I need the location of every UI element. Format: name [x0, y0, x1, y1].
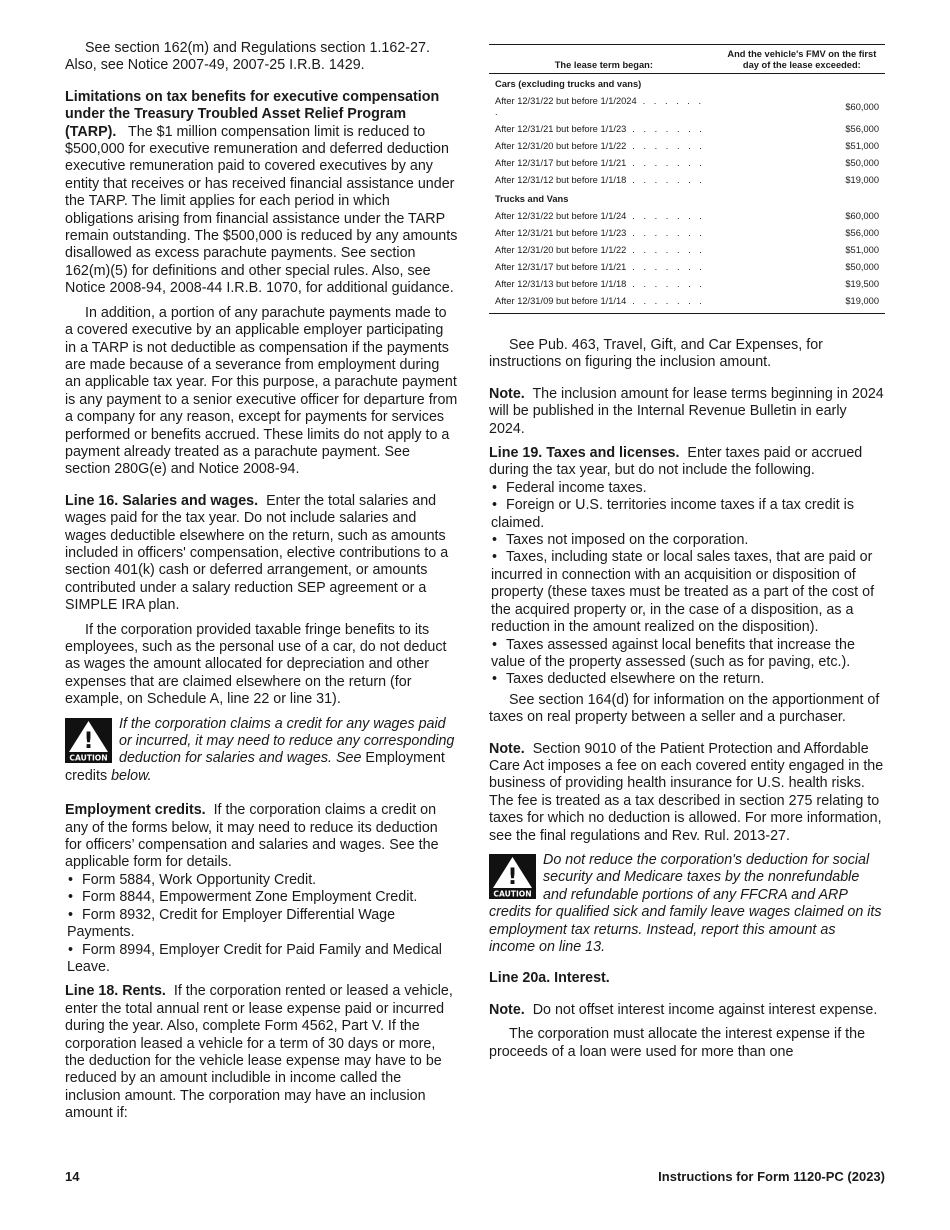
- paragraph-pub463: See Pub. 463, Travel, Gift, and Car Expenses, for instructions on figuring the inclusion amount.: [489, 337, 823, 371]
- line20a-heading-para: [489, 970, 885, 987]
- paragraph-164d: See section 164(d) for information on the apportionment of taxes on real property between a seller and a purchaser.: [489, 691, 880, 726]
- line20a-heading: Line 20a. Interest.: [489, 970, 610, 987]
- list-item: • Form 5884, Work Opportunity Credit.: [65, 872, 458, 889]
- note-inclusion-amount: [489, 386, 885, 438]
- fmv-amount: $51,000: [845, 141, 879, 151]
- table-row: [489, 276, 885, 293]
- caution-icon-mark: !: [83, 728, 94, 754]
- lease-term-header: The lease term began:: [554, 60, 653, 70]
- leader-dots: . . . . . . .: [632, 141, 705, 151]
- note-interest-body: Do not offset interest income against interest expense.: [532, 1001, 878, 1018]
- note-interest-offset: [489, 1002, 885, 1019]
- list-item: • Form 8994, Employer Credit for Paid Family and Medical Leave.: [65, 942, 458, 977]
- lease-term: After 12/31/17 but before 1/1/21: [495, 262, 627, 272]
- fmv-amount: $56,000: [845, 228, 879, 238]
- fmv-amount: $19,500: [845, 279, 879, 289]
- lease-term: After 12/31/13 but before 1/1/18: [495, 279, 627, 289]
- fmv-amount: $60,000: [845, 101, 879, 112]
- paragraph-allocate-interest: The corporation must allocate the interest expense if the proceeds of a loan were used for more than one: [489, 1026, 866, 1060]
- cars-section-label: Cars (excluding trucks and vans): [495, 79, 642, 89]
- caution-icon: [489, 854, 536, 899]
- line16-section: [65, 493, 458, 615]
- list-item: • Form 8844, Empowerment Zone Employment Credit.: [65, 889, 458, 906]
- left-column: [65, 40, 458, 1130]
- line19-body: Enter taxes paid or accrued during the tax year, but do not include the following.: [489, 445, 863, 479]
- table-row: [489, 208, 885, 225]
- fmv-amount: $56,000: [845, 124, 879, 134]
- caution-see: See: [335, 750, 362, 767]
- table-row: [489, 242, 885, 259]
- leader-dots: . . . . . . .: [495, 96, 705, 117]
- lease-term: After 12/31/21 but before 1/1/23: [495, 124, 627, 134]
- caution-note-wages: [65, 716, 458, 786]
- table-row: [489, 138, 885, 155]
- lease-table-container: [489, 44, 885, 314]
- note-aca-body: Section 9010 of the Patient Protection and Affordable Care Act imposes a fee on each covered entity engaged in the business of providing health insurance for U.S. health risks. The fee is treated as a tax described in section 275 relating to taxes for which no deduction is allowed. For more information, see the final regulations and Rev. Rul. 2013-27.: [489, 740, 884, 844]
- fmv-header: And the vehicle's FMV on the first day of the lease exceeded:: [727, 49, 877, 70]
- tarp-heading: Limitations on tax benefits for executive compensation under the Treasury Troubled Asset Relief Program (TARP).: [65, 88, 440, 140]
- trucks-section-label: Trucks and Vans: [495, 194, 569, 204]
- caution-below: below.: [111, 767, 152, 784]
- line18-heading: Line 18. Rents.: [65, 983, 166, 1000]
- leader-dots: . . . . . . .: [632, 245, 705, 255]
- note-label: Note.: [489, 385, 525, 402]
- line18-body: If the corporation rented or leased a vehicle, enter the total annual rent or lease expense paid or incurred during the year. Also, complete Form 4562, Part V. If the corporation leased a vehicle for a term of 30 days or more, the deduction for the vehicle lease expense may have to be reduced by an amount includible in income called the inclusion amount. The corporation may have an inclusion amount if:: [65, 983, 453, 1122]
- table-row: [489, 93, 885, 121]
- employment-credits-list: [65, 872, 458, 976]
- employment-credits-body: If the corporation claims a credit on any of the forms below, it may need to reduce its deduction for officers’ compensation and salaries and wages. See the applicable form for details.: [65, 802, 439, 871]
- caution-text-ffcra: Do not reduce the corporation's deduction for social security and Medicare taxes by the nonrefundable and refundable portions of any FFCRA and ARP credits for qualified sick and family leave wages claimed on its employment tax returns. Instead, report this amount as income on line 13.: [489, 851, 882, 955]
- fmv-amount: $50,000: [845, 158, 879, 168]
- table-row: [489, 172, 885, 189]
- right-column: [489, 40, 885, 1068]
- list-item: • Form 8932, Credit for Employer Differential Wage Payments.: [65, 907, 458, 942]
- leader-dots: . . . . . . .: [632, 296, 705, 306]
- line16-heading: Line 16. Salaries and wages.: [65, 492, 259, 509]
- line18-section: [65, 983, 458, 1122]
- table-row: [489, 259, 885, 276]
- lease-term: After 12/31/22 but before 1/1/2024: [495, 96, 637, 106]
- employment-credits-section: [65, 802, 458, 872]
- table-row: [489, 225, 885, 242]
- note-inclusion-body: The inclusion amount for lease terms beginning in 2024 will be published in the Internal Revenue Bulletin in early 2024.: [489, 385, 884, 437]
- lease-term: After 12/31/21 but before 1/1/23: [495, 228, 627, 238]
- tarp-body: The $1 million compensation limit is reduced to $500,000 for executive remuneration and deferred deduction executive remuneration paid to covered executives by any entity that receives or has received financial assistance under the TARP. The limit applies for each period in which obligations arising from financial assistance under the TARP remain outstanding. The $500,000 is reduced by any amounts disallowed as excess parachute payments. See section 162(m)(5) for definitions and other special rules. Also, see Notice 2008-94, 2008-44 I.R.B. 1070, for additional guidance.: [65, 123, 458, 297]
- line19-heading: Line 19. Taxes and licenses.: [489, 445, 680, 462]
- lease-term: After 12/31/22 but before 1/1/24: [495, 211, 627, 221]
- leader-dots: . . . . . . .: [632, 279, 705, 289]
- paragraph-fringe-benefits: If the corporation provided taxable fringe benefits to its employees, such as the personal use of a car, do not deduct as wages the amount allocated for depreciation and other expenses that are claimed elsewhere on the return (for example, on Schedule A, line 22 or line 31).: [65, 621, 447, 708]
- lease-term: After 12/31/20 but before 1/1/22: [495, 141, 627, 151]
- page-number: 14: [65, 1169, 80, 1184]
- fmv-amount: $19,000: [845, 296, 879, 306]
- lease-term: After 12/31/20 but before 1/1/22: [495, 245, 627, 255]
- list-item: • Foreign or U.S. territories income taxes if a tax credit is claimed.: [489, 497, 885, 532]
- fmv-amount: $50,000: [845, 262, 879, 272]
- lease-term: After 12/31/09 but before 1/1/14: [495, 296, 627, 306]
- list-item: • Taxes assessed against local benefits that increase the value of the property assessed (such as for paving, etc.).: [489, 637, 885, 672]
- table-row: [489, 293, 885, 310]
- leader-dots: . . . . . . .: [632, 262, 705, 272]
- table-row: [489, 121, 885, 138]
- note-aca-fee: [489, 741, 885, 845]
- lease-term: After 12/31/17 but before 1/1/21: [495, 158, 627, 168]
- leader-dots: . . . . . . .: [632, 228, 705, 238]
- fmv-amount: $60,000: [845, 211, 879, 221]
- list-item: • Taxes not imposed on the corporation.: [489, 532, 885, 549]
- caution-ref-employment-credits: Employment credits: [65, 750, 445, 784]
- caution-icon-label: CAUTION: [493, 889, 532, 899]
- form-title-footer: Instructions for Form 1120-PC (2023): [658, 1169, 885, 1184]
- employment-credits-heading: Employment credits.: [65, 802, 206, 819]
- fmv-amount: $51,000: [845, 245, 879, 255]
- paragraph-parachute: In addition, a portion of any parachute payments made to a covered executive by an applicable employer participating in a TARP is not deductible as compensation if the payments are made because of a severance from employment during an applicable tax year. For this purpose, a parachute payment is any payment to a senior executive officer for departure from a company for any reason, except for payments for services performed or benefits accrued. These limits do not apply to a payment already treated as a parachute payment. See section 280G(e) and Notice 2008-94.: [65, 304, 458, 478]
- tarp-section: [65, 89, 458, 298]
- table-row: [489, 155, 885, 172]
- leader-dots: . . . . . . .: [632, 158, 705, 168]
- paragraph-162m: See section 162(m) and Regulations section 1.162-27. Also, see Notice 2007-49, 2007-25 I.R.B. 1429.: [65, 40, 430, 74]
- list-item: • Federal income taxes.: [489, 480, 885, 497]
- leader-dots: . . . . . . .: [632, 124, 705, 134]
- line19-exclusions-list: [489, 480, 885, 689]
- note-label: Note.: [489, 740, 525, 757]
- caution-icon-label: CAUTION: [69, 753, 108, 763]
- caution-text-wages: If the corporation claims a credit for any wages paid or incurred, it may need to reduce any corresponding deduction for salaries and wages.: [119, 715, 455, 767]
- caution-note-ffcra: [489, 852, 885, 956]
- note-label: Note.: [489, 1001, 525, 1018]
- leader-dots: . . . . . . .: [632, 175, 705, 185]
- caution-icon: [65, 718, 112, 763]
- list-item: • Taxes, including state or local sales taxes, that are paid or incurred in connection with an acquisition or disposition of property (these taxes must be treated as a part of the cost of the acquired property or, in the case of a disposition, as a reduction in the amount realized on the disposition).: [489, 549, 885, 636]
- line19-section: [489, 445, 885, 480]
- lease-inclusion-table: [489, 45, 885, 310]
- fmv-amount: $19,000: [845, 175, 879, 185]
- list-item: • Taxes deducted elsewhere on the return.: [489, 671, 885, 688]
- line16-body: Enter the total salaries and wages paid for the tax year. Do not include salaries and wages deductible elsewhere on the return, such as amounts included in officers' compensation, elective contributions to a section 401(k) cash or deferred arrangement, or amounts contributed under a salary reduction SEP agreement or a SIMPLE IRA plan.: [65, 492, 449, 614]
- leader-dots: . . . . . . .: [632, 211, 705, 221]
- lease-term: After 12/31/12 but before 1/1/18: [495, 175, 627, 185]
- caution-icon-mark: !: [507, 864, 518, 890]
